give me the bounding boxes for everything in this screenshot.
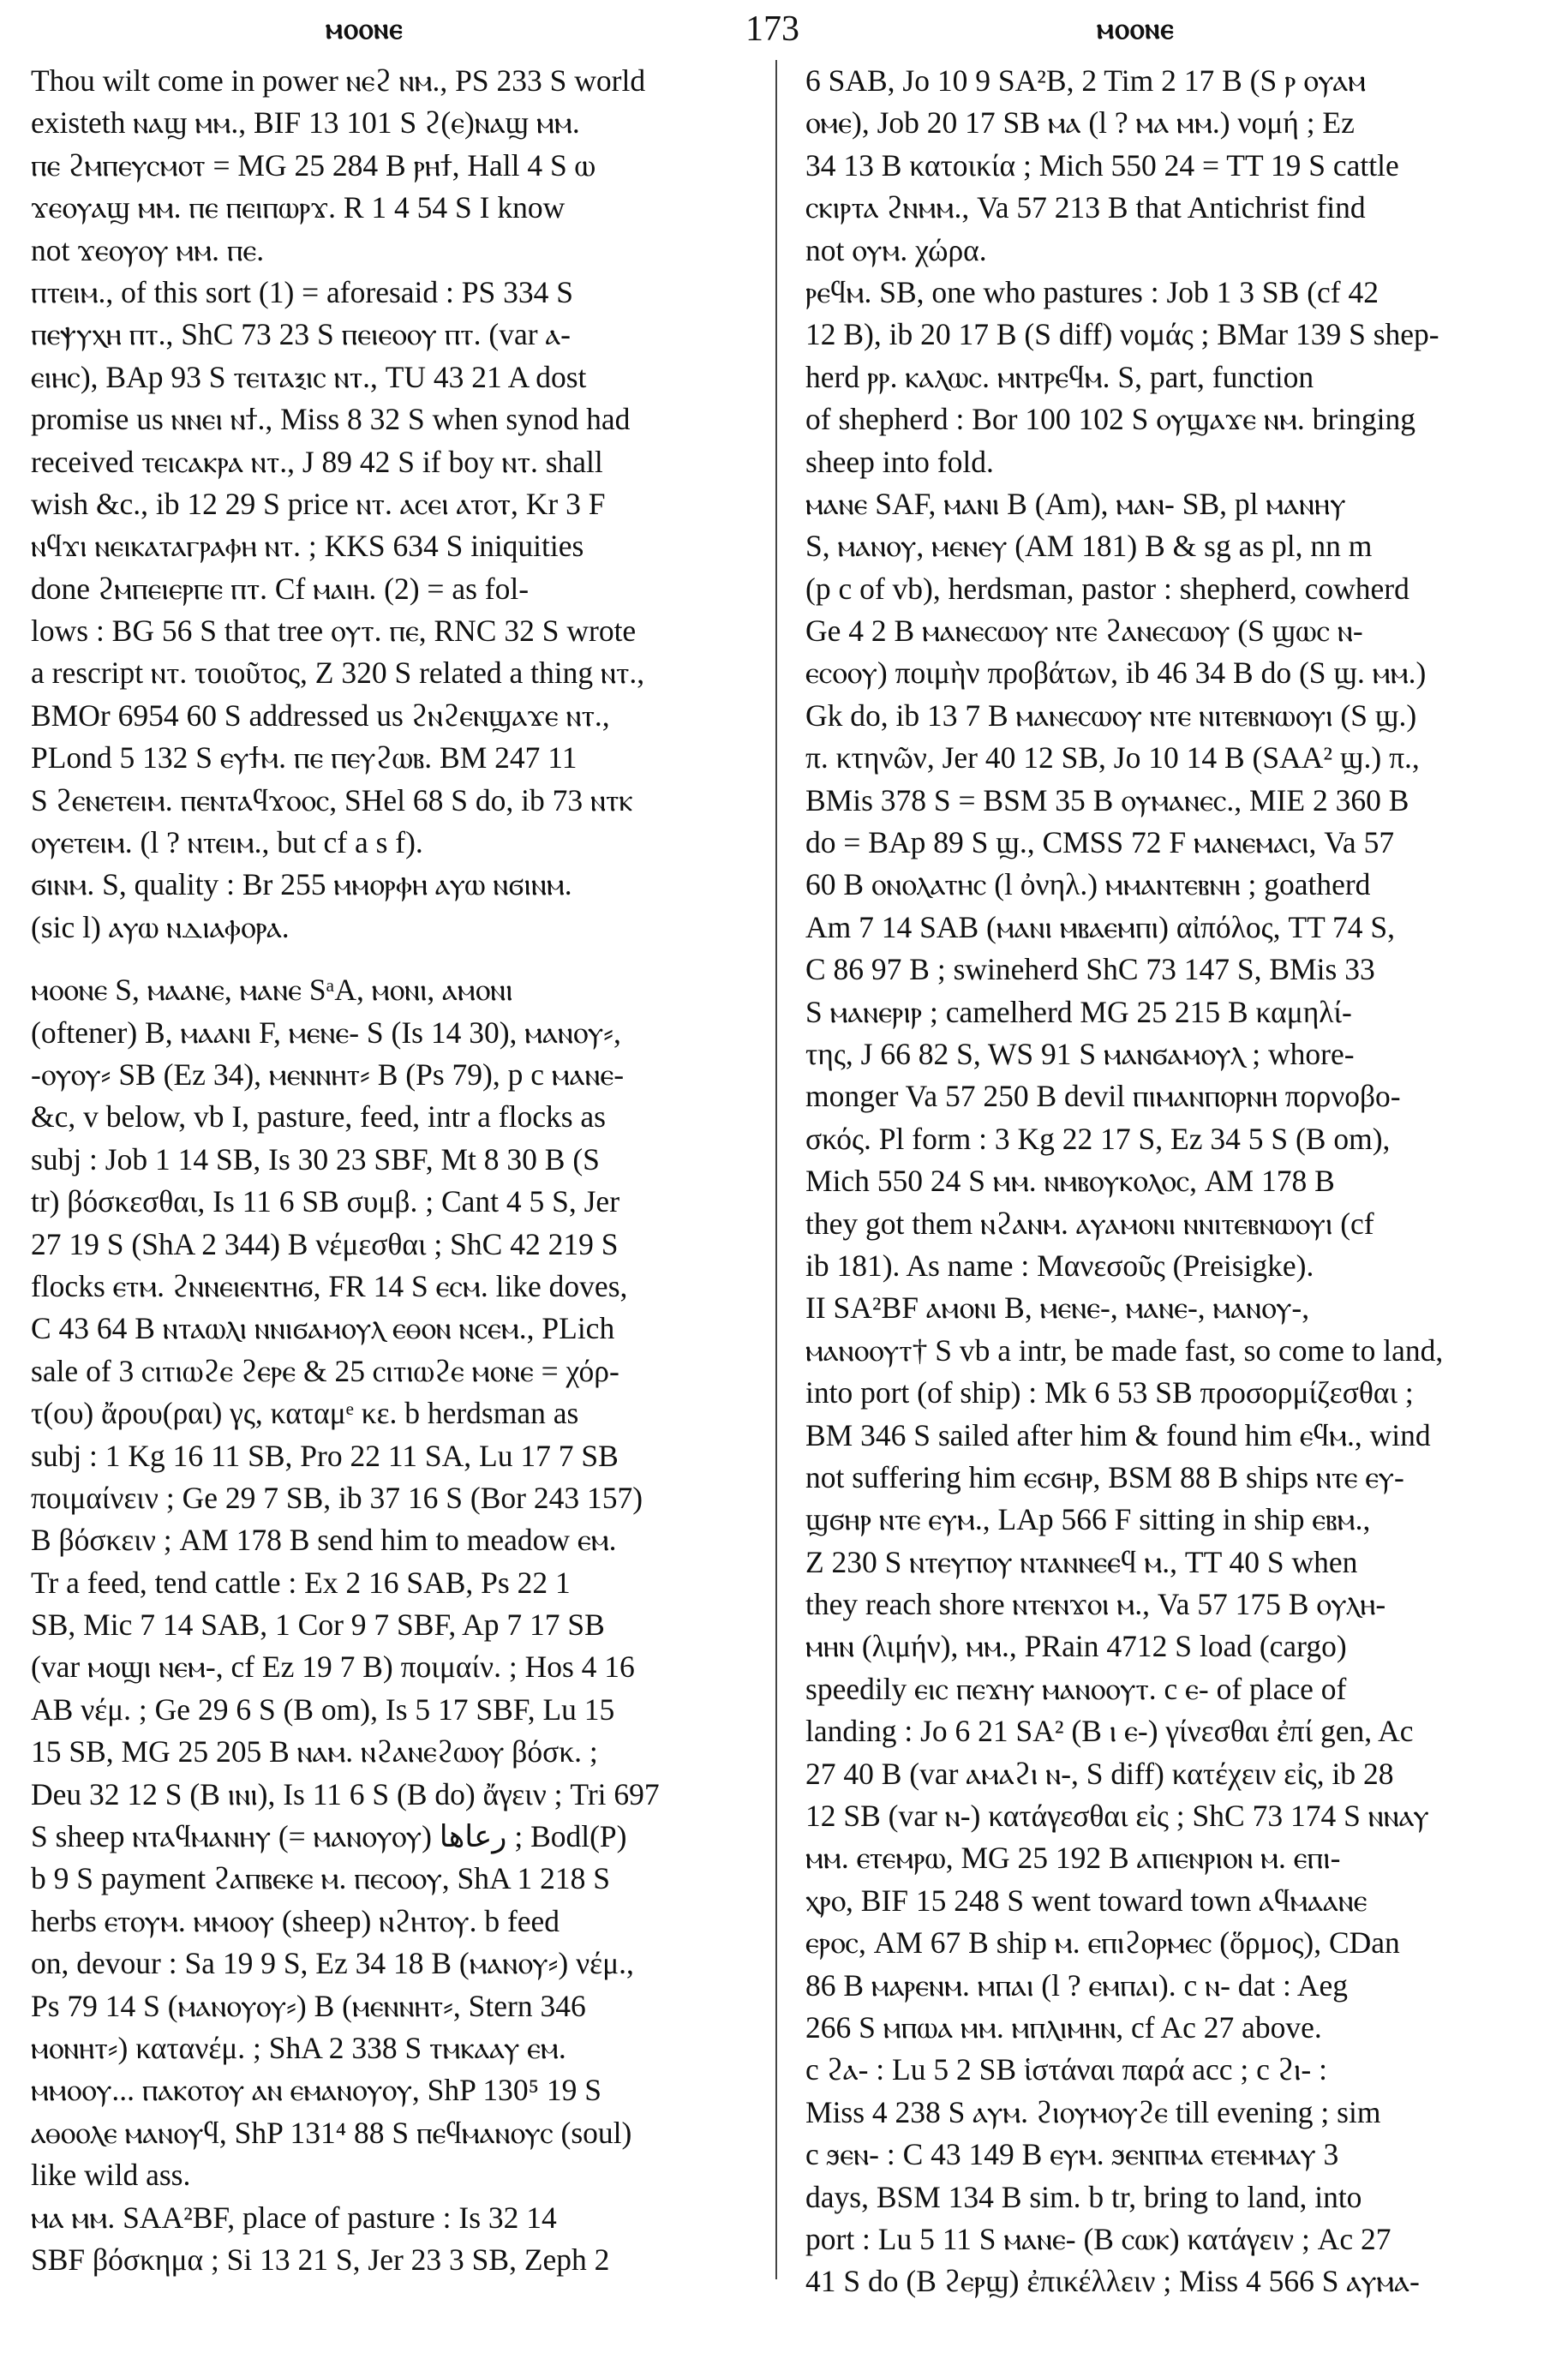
text-line: τ(ου) ἄρου(ραι) γς, καταμᵉ κε. b herdsman as <box>31 1396 579 1431</box>
text-line: ϣϭⲏⲣ ⲛⲧⲉ ⲉⲩⲙ., LAp 566 F sitting in ship ⲉⲃⲙ., <box>805 1502 1371 1537</box>
text-line: port : Lu 5 11 S ⲙⲁⲛⲉ- (B ⲥⲱⲕ) κατάγειν ; Ac 27 <box>805 2221 1391 2256</box>
page-number: 173 <box>745 9 799 49</box>
text-line: S, ⲙⲁⲛⲟⲩ, ⲙⲉⲛⲉⲩ (AM 181) B & sg as pl, nn m <box>805 529 1373 564</box>
text-line: ⲙⲁ ⲙⲙ. SAA²BF, place of pasture : Is 32 14 <box>31 2200 557 2235</box>
text-line: ⲡⲧⲉⲓⲙ., of this sort (1) = aforesaid : PS 334 S <box>31 274 573 309</box>
text-line: ⲙⲁⲛⲉ SAF, ⲙⲁⲛⲓ B (Am), ⲙⲁⲛ- SB, pl ⲙⲁⲛⲏⲩ <box>805 486 1346 521</box>
text-line: they got them ⲛϩⲁⲛⲙ. ⲁⲩⲁⲙⲟⲛⲓ ⲛⲛⲓⲧⲉⲃⲛⲱⲟⲩⲓ (cf <box>805 1206 1374 1241</box>
page-header <box>0 9 1568 51</box>
text-line: promise us ⲛⲛⲉⲓ ⲛϯ., Miss 8 32 S when synod had <box>31 402 631 437</box>
text-line: Gk do, ib 13 7 B ⲙⲁⲛⲉⲥⲱⲟⲩ ⲛⲧⲉ ⲛⲓⲧⲉⲃⲛⲱⲟⲩⲓ (S ϣ.) <box>805 698 1417 733</box>
text-line: into port (of ship) : Mk 6 53 SB προσορμίζεσθαι ; <box>805 1375 1414 1410</box>
text-line: C 43 64 B ⲛⲧⲁⲱⲗⲓ ⲛⲛⲓϭⲁⲙⲟⲩⲗ ⲉⲑⲟⲛ ⲛⲥⲉⲙ., PLich <box>31 1311 615 1346</box>
text-line: AB νέμ. ; Ge 29 6 S (B om), Is 5 17 SBF, Lu 15 <box>31 1691 615 1727</box>
text-line: Tr a feed, tend cattle : Ex 2 16 SAB, Ps 22 1 <box>31 1565 571 1600</box>
text-line: Ge 4 2 B ⲙⲁⲛⲉⲥⲱⲟⲩ ⲛⲧⲉ ϩⲁⲛⲉⲥⲱⲟⲩ (S ϣⲱⲥ ⲛ- <box>805 614 1363 649</box>
text-line: PLond 5 132 S ⲉⲩϯⲙ. ⲡⲉ ⲡⲉⲩϩⲱⲃ. BM 247 11 <box>31 740 578 775</box>
text-line: 34 13 B κατοικία ; Mich 550 24 = TT 19 S cattle <box>805 147 1399 183</box>
right-running-headword: ⲙⲟⲟⲛⲉ <box>1097 14 1175 45</box>
text-line: herd ⲣⲣ. ⲕⲁⲗⲱⲥ. ⲙⲛⲧⲣⲉϥⲙ. S, part, function <box>805 359 1314 394</box>
text-line: -ⲟⲩⲟⲩ⸗ SB (Ez 34), ⲙⲉⲛⲛⲏⲧ⸗ B (Ps 79), p c ⲙⲁⲛⲉ- <box>31 1057 625 1092</box>
text-line: σκός. Pl form : 3 Kg 22 17 S, Ez 34 5 S (B om), <box>805 1121 1391 1156</box>
text-line: S ⲙⲁⲛⲉⲣⲓⲣ ; camelherd MG 25 215 B καμηλί- <box>805 994 1352 1029</box>
text-line: Ps 79 14 S (ⲙⲁⲛⲟⲩⲟⲩ⸗) B (ⲙⲉⲛⲛⲏⲧ⸗, Stern 346 <box>31 1988 586 2023</box>
text-line: 266 S ⲙⲡⲱⲁ ⲙⲙ. ⲙⲡⲗⲓⲙⲏⲛ, cf Ac 27 above. <box>805 2009 1322 2045</box>
text-line: b 9 S payment ϩⲁⲡⲃⲉⲕⲉ ⲙ. ⲡⲉⲥⲟⲟⲩ, ShA 1 218 S <box>31 1861 611 1896</box>
text-line: not suffering him ⲉⲥϭⲏⲣ, BSM 88 B ships ⲛⲧⲉ ⲉⲩ- <box>805 1459 1404 1494</box>
text-line: ib 181). As name : Μανεσοῦς (Preisigke). <box>805 1248 1314 1283</box>
text-line: ϫⲉⲟⲩⲁϣ ⲙⲙ. ⲡⲉ ⲡⲉⲓⲡⲱⲣϫ. R 1 4 54 S I know <box>31 190 566 225</box>
text-line: BMOr 6954 60 S addressed us ϩⲛϩⲉⲛϣⲁϫⲉ ⲛⲧ., <box>31 698 610 733</box>
text-line: II SA²BF ⲁⲙⲟⲛⲓ B, ⲙⲉⲛⲉ-, ⲙⲁⲛⲉ-, ⲙⲁⲛⲟⲩ-, <box>805 1290 1310 1326</box>
left-column <box>31 60 781 2281</box>
text-line: ⲡⲉ ϩⲙⲡⲉⲩⲥⲙⲟⲧ = MG 25 284 B ⲣⲏϯ, Hall 4 S ⲱ <box>31 147 595 183</box>
text-line: days, BSM 134 B sim. b tr, bring to land, into <box>805 2179 1362 2214</box>
text-line: ⲟⲩⲉⲧⲉⲓⲙ. (l ? ⲛⲧⲉⲓⲙ., but cf a s f). <box>31 825 423 860</box>
text-line: (var ⲙⲟϣⲓ ⲛⲉⲙ-, cf Ez 19 7 B) ποιμαίν. ; Hos 4 16 <box>31 1650 635 1685</box>
text-line: done ϩⲙⲡⲉⲓⲉⲣⲡⲉ ⲡⲧ. Cf ⲙⲁⲓⲏ. (2) = as fol- <box>31 571 530 606</box>
text-line: (p c of vb), herdsman, pastor : shepherd, cowherd <box>805 571 1409 606</box>
text-line: C 86 97 B ; swineherd ShC 73 147 S, BMis 33 <box>805 952 1375 987</box>
text-line: ⲉⲣⲟⲥ, AM 67 B ship ⲙ. ⲉⲡⲓϩⲟⲣⲙⲉⲥ (ὅρμος), CDan <box>805 1925 1400 1961</box>
text-line: 15 SB, MG 25 205 B ⲛⲁⲙ. ⲛϩⲁⲛⲉϩⲱⲟⲩ βόσκ. ; <box>31 1734 598 1769</box>
text-line: S ϩⲉⲛⲉⲧⲉⲓⲙ. ⲡⲉⲛⲧⲁϥϫⲟⲟⲥ, SHel 68 S do, ib 73 ⲛⲧⲕ <box>31 782 633 817</box>
text-line: c ϩⲁ- : Lu 5 2 SB ἱστάναι παρά acc ; c ϩⲓ- : <box>805 2052 1327 2087</box>
text-line: ⲙⲟⲛⲏⲧ⸗) κατανέμ. ; ShA 2 338 S ⲧⲙⲕⲁⲁⲩ ⲉⲙ. <box>31 2030 566 2065</box>
text-line: 41 S do (B ϩⲉⲣϣ) ἐπικέλλειν ; Miss 4 566 S ⲁⲩⲙⲁ- <box>805 2264 1420 2299</box>
text-line: a rescript ⲛⲧ. τοιοῦτος, Z 320 S related a thing ⲛⲧ., <box>31 656 645 691</box>
left-running-headword: ⲙⲟⲟⲛⲉ <box>326 14 404 45</box>
text-line: Deu 32 12 S (B ⲓⲛⲓ), Is 11 6 S (B do) ἄγειν ; Tri 697 <box>31 1776 660 1811</box>
text-line: ⲭⲣⲟ, BIF 15 248 S went toward town ⲁϥⲙⲁⲁⲛⲉ <box>805 1883 1368 1918</box>
text-line: ⲁⲑⲟⲟⲗⲉ ⲙⲁⲛⲟⲩϥ, ShP 131⁴ 88 S ⲡⲉϥⲙⲁⲛⲟⲩⲥ (soul) <box>31 2115 632 2150</box>
text-line: ποιμαίνειν ; Ge 29 7 SB, ib 37 16 S (Bor 243 157) <box>31 1480 643 1515</box>
text-line: S sheep ⲛⲧⲁϥⲙⲁⲛⲏⲩ (= ⲙⲁⲛⲟⲩⲟⲩ) رعاها ; Bodl(P) <box>31 1819 627 1854</box>
text-line: speedily ⲉⲓⲥ ⲡⲉϫⲏⲩ ⲙⲁⲛⲟⲟⲩⲧ. c ⲉ- of place of <box>805 1671 1347 1706</box>
text-line: της, J 66 82 S, WS 91 S ⲙⲁⲛϭⲁⲙⲟⲩⲗ ; whore- <box>805 1036 1355 1071</box>
column-divider <box>775 60 777 2279</box>
text-line: 27 40 B (var ⲁⲙⲁϩⲓ ⲛ-, S diff) κατέχειν εἰς, ib 28 <box>805 1756 1394 1791</box>
text-line: subj : 1 Kg 16 11 SB, Pro 22 11 SA, Lu 17 7 SB <box>31 1438 619 1473</box>
text-line: Z 230 S ⲛⲧⲉⲩⲡⲟⲩ ⲛⲧⲁⲛⲛⲉⲉϥ ⲙ., TT 40 S when <box>805 1544 1358 1579</box>
text-line: ⲛϥϫⲓ ⲛⲉⲓⲕⲁⲧⲁⲅⲣⲁⲫⲏ ⲛⲧ. ; KKS 634 S iniquities <box>31 529 584 564</box>
text-line: Miss 4 238 S ⲁⲩⲙ. ϩⲓⲟⲩⲙⲟⲩϩⲉ till evening ; sim <box>805 2094 1381 2129</box>
text-line: landing : Jo 6 21 SA² (B ⲓ ⲉ-) γίνεσθαι ἐπί gen, Ac <box>805 1714 1414 1749</box>
text-line: ⲉⲥⲟⲟⲩ) ποιμὴν προβάτων, ib 46 34 B do (S ϣ. ⲙⲙ.) <box>805 656 1427 691</box>
text-line: π. κτηνῶν, Jer 40 12 SB, Jo 10 14 B (SAA² ϣ.) π., <box>805 740 1420 775</box>
text-line: on, devour : Sa 19 9 S, Ez 34 18 B (ⲙⲁⲛⲟⲩ⸗) νέμ., <box>31 1946 634 1981</box>
text-line: subj : Job 1 14 SB, Is 30 23 SBF, Mt 8 30 B (S <box>31 1141 600 1177</box>
text-line: of shepherd : Bor 100 102 S ⲟⲩϣⲁϫⲉ ⲛⲙ. bringing <box>805 402 1415 437</box>
text-line: ϭⲓⲛⲙ. S, quality : Br 255 ⲙⲙⲟⲣⲫⲏ ⲁⲩⲱ ⲛϭⲓⲛⲙ. <box>31 867 572 902</box>
text-line: 6 SAB, Jo 10 9 SA²B, 2 Tim 2 17 B (S ⲣ ⲟⲩⲁⲙ <box>805 63 1367 98</box>
text-line: Am 7 14 SAB (ⲙⲁⲛⲓ ⲙⲃⲁⲉⲙⲡⲓ) αἰπόλος, TT 74 S, <box>805 909 1396 944</box>
text-line: like wild ass. <box>31 2158 191 2193</box>
text-line: &c, v below, vb I, pasture, feed, intr a flocks as <box>31 1099 606 1135</box>
text-line: received ⲧⲉⲓⲥⲁⲕⲣⲁ ⲛⲧ., J 89 42 S if boy ⲛⲧ. shall <box>31 444 603 479</box>
text-line: sheep into fold. <box>805 444 994 479</box>
text-line: sale of 3 ⲥⲓⲧⲓⲱϩⲉ ϩⲉⲣⲉ & 25 ⲥⲓⲧⲓⲱϩⲉ ⲙⲟⲛⲉ = χόρ- <box>31 1353 619 1388</box>
text-line: BMis 378 S = BSM 35 B ⲟⲩⲙⲁⲛⲉⲥ., MIE 2 360 B <box>805 782 1409 817</box>
text-line: (sic l) ⲁⲩⲱ ⲛⲇⲓⲁⲫⲟⲣⲁ. <box>31 909 290 944</box>
text-line: 60 B ⲟⲛⲟⲗⲁⲧⲏⲥ (l ὀνηλ.) ⲙⲙⲁⲛⲧⲉⲃⲛⲏ ; goatherd <box>805 867 1371 902</box>
text-line: Thou wilt come in power ⲛⲉϩ ⲛⲙ., PS 233 S world <box>31 63 646 98</box>
text-line: c ϧⲉⲛ- : C 43 149 B ⲉⲩⲙ. ϧⲉⲛⲡⲙⲁ ⲉⲧⲉⲙⲙⲁⲩ 3 <box>805 2137 1339 2172</box>
text-line: wish &c., ib 12 29 S price ⲛⲧ. ⲁⲥⲉⲓ ⲁⲧⲟⲧ, Kr 3 F <box>31 486 606 521</box>
text-line: 27 19 S (ShA 2 344) B νέμεσθαι ; ShC 42 219 S <box>31 1226 619 1261</box>
right-column <box>805 60 1542 2303</box>
text-line: ⲟⲙⲉ), Job 20 17 SB ⲙⲁ (l ? ⲙⲁ ⲙⲙ.) νομή ; Ez <box>805 105 1355 141</box>
text-line: 12 SB (var ⲛ-) κατάγεσθαι εἰς ; ShC 73 174 S ⲛⲛⲁⲩ <box>805 1799 1429 1834</box>
text-line <box>31 949 781 969</box>
text-line: 86 B ⲙⲁⲣⲉⲛⲙ. ⲙⲡⲁⲓ (l ? ⲉⲙⲡⲁⲓ). c ⲛ- dat : Aeg <box>805 1967 1348 2003</box>
text-line: existeth ⲛⲁϣ ⲙⲙ., BIF 13 101 S ϩ(ⲉ)ⲛⲁϣ ⲙⲙ. <box>31 105 580 141</box>
text-line: ⲣⲉϥⲙ. SB, one who pastures : Job 1 3 SB (cf 42 <box>805 274 1379 309</box>
text-line: ⲉⲓⲏⲥ), BAp 93 S ⲧⲉⲓⲧⲁⲝⲓⲥ ⲛⲧ., TU 43 21 A dost <box>31 359 587 394</box>
text-line: ⲥⲕⲓⲣⲧⲁ ϩⲛⲙⲙ., Va 57 213 B that Antichrist find <box>805 190 1366 225</box>
text-line: SBF βόσκημα ; Si 13 21 S, Jer 23 3 SB, Zeph 2 <box>31 2242 610 2277</box>
text-line: not ϫⲉⲟⲩⲟⲩ ⲙⲙ. ⲡⲉ. <box>31 232 265 267</box>
text-line: ⲙⲙ. ⲉⲧⲉⲙⲣⲱ, MG 25 192 B ⲁⲡⲓⲉⲛⲣⲓⲟⲛ ⲙ. ⲉⲡⲓ- <box>805 1841 1341 1876</box>
text-line: BM 346 S sailed after him & found him ⲉϥⲙ., wind <box>805 1417 1431 1452</box>
text-line: tr) βόσκεσθαι, Is 11 6 SB συμβ. ; Cant 4 5 S, Jer <box>31 1184 620 1219</box>
text-line: 12 B), ib 20 17 B (S diff) νομάς ; BMar 139 S shep- <box>805 317 1439 352</box>
text-line: do = BAp 89 S ϣ., CMSS 72 F ⲙⲁⲛⲉⲙⲁⲥⲓ, Va 57 <box>805 825 1395 860</box>
text-line: Mich 550 24 S ⲙⲙ. ⲛⲙⲃⲟⲩⲕⲟⲗⲟⲥ, AM 178 B <box>805 1164 1335 1199</box>
text-line: flocks ⲉⲧⲙ. ϩⲛⲛⲉⲓⲉⲛⲧⲏϭ, FR 14 S ⲉⲥⲙ. like doves, <box>31 1268 628 1303</box>
text-line: (oftener) B, ⲙⲁⲁⲛⲓ F, ⲙⲉⲛⲉ- S (Is 14 30), ⲙⲁⲛⲟⲩ⸗, <box>31 1015 621 1050</box>
text-line: ⲡⲉⲯⲩⲭⲏ ⲡⲧ., ShC 73 23 S ⲡⲉⲓⲉⲟⲟⲩ ⲡⲧ. (var ⲁ- <box>31 317 571 352</box>
text-line: ⲙⲙⲟⲟⲩ... ⲡⲁⲕⲟⲧⲟⲩ ⲁⲛ ⲉⲙⲁⲛⲟⲩⲟⲩ, ShP 130⁵ 19 S <box>31 2073 602 2108</box>
text-line: ⲙⲏⲛ (λιμήν), ⲙⲙ., PRain 4712 S load (cargo) <box>805 1629 1347 1664</box>
text-line: herbs ⲉⲧⲟⲩⲙ. ⲙⲙⲟⲟⲩ (sheep) ⲛϩⲏⲧⲟⲩ. b feed <box>31 1903 560 1938</box>
text-line: B βόσκειν ; AM 178 B send him to meadow ⲉⲙ. <box>31 1523 617 1558</box>
text-line: ⲙⲟⲟⲛⲉ S, ⲙⲁⲁⲛⲉ, ⲙⲁⲛⲉ SᵃA, ⲙⲟⲛⲓ, ⲁⲙⲟⲛⲓ <box>31 973 513 1008</box>
text-line: they reach shore ⲛⲧⲉⲛϫⲟⲓ ⲙ., Va 57 175 B ⲟⲩⲗⲏ- <box>805 1587 1386 1622</box>
text-line: SB, Mic 7 14 SAB, 1 Cor 9 7 SBF, Ap 7 17 SB <box>31 1608 605 1643</box>
text-line: ⲙⲁⲛⲟⲟⲩⲧ† S vb a intr, be made fast, so come to land, <box>805 1332 1444 1368</box>
text-line: lows : BG 56 S that tree ⲟⲩⲧ. ⲡⲉ, RNC 32 S wrote <box>31 614 637 649</box>
text-line: monger Va 57 250 B devil ⲡⲓⲙⲁⲛⲡⲟⲣⲛⲏ πορνοβο- <box>805 1079 1401 1114</box>
text-line: not ⲟⲩⲙ. χώρα. <box>805 232 987 267</box>
